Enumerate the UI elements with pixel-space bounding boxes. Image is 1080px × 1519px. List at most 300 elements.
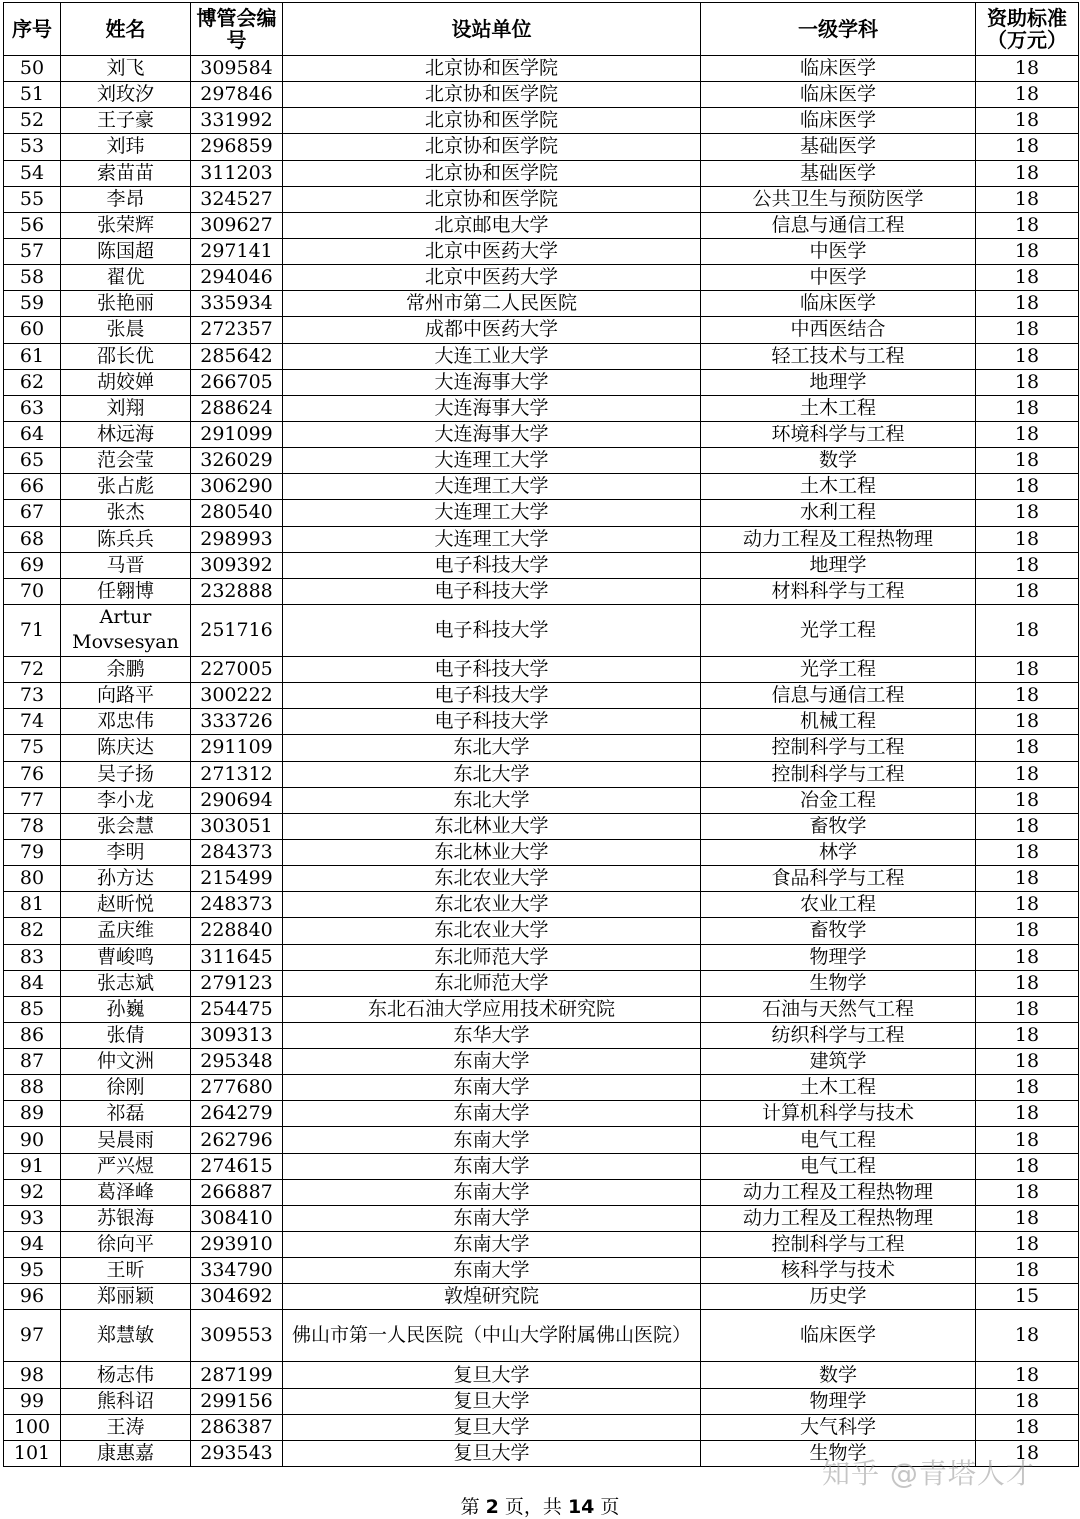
cell-index: 99 xyxy=(4,1388,61,1414)
cell-unit: 佛山市第一人民医院（中山大学附属佛山医院） xyxy=(283,1310,701,1362)
table-row xyxy=(4,369,1079,395)
cell-index: 62 xyxy=(4,369,61,395)
cell-index: 90 xyxy=(4,1127,61,1153)
table-row xyxy=(4,552,1079,578)
cell-unit: 东南大学 xyxy=(283,1049,701,1075)
table-row xyxy=(4,787,1079,813)
table-row xyxy=(4,1362,1079,1388)
cell-discipline: 核科学与技术 xyxy=(701,1258,976,1284)
cell-funding: 18 xyxy=(976,1310,1079,1362)
cell-name: 刘翔 xyxy=(61,395,191,421)
cell-unit: 大连理工大学 xyxy=(283,448,701,474)
cell-id: 279123 xyxy=(191,970,283,996)
cell-funding: 18 xyxy=(976,1075,1079,1101)
cell-funding: 18 xyxy=(976,56,1079,82)
cell-id: 297141 xyxy=(191,238,283,264)
cell-unit: 东南大学 xyxy=(283,1075,701,1101)
cell-funding: 18 xyxy=(976,1388,1079,1414)
cell-discipline: 土木工程 xyxy=(701,1075,976,1101)
cell-funding: 18 xyxy=(976,82,1079,108)
cell-name: 孙方达 xyxy=(61,866,191,892)
cell-id: 227005 xyxy=(191,656,283,682)
cell-index: 89 xyxy=(4,1101,61,1127)
table-row xyxy=(4,108,1079,134)
cell-id: 291099 xyxy=(191,421,283,447)
cell-funding: 18 xyxy=(976,1022,1079,1048)
cell-discipline: 环境科学与工程 xyxy=(701,421,976,447)
cell-discipline: 地理学 xyxy=(701,369,976,395)
cell-id: 293910 xyxy=(191,1232,283,1258)
cell-name: 张杰 xyxy=(61,500,191,526)
cell-name: 张倩 xyxy=(61,1022,191,1048)
cell-funding: 18 xyxy=(976,186,1079,212)
cell-index: 58 xyxy=(4,265,61,291)
cell-index: 57 xyxy=(4,238,61,264)
cell-discipline: 畜牧学 xyxy=(701,813,976,839)
cell-unit: 东北农业大学 xyxy=(283,892,701,918)
table-row xyxy=(4,82,1079,108)
cell-funding: 18 xyxy=(976,474,1079,500)
cell-funding: 18 xyxy=(976,500,1079,526)
cell-index: 51 xyxy=(4,82,61,108)
cell-id: 254475 xyxy=(191,996,283,1022)
cell-index: 95 xyxy=(4,1258,61,1284)
cell-name: 林远海 xyxy=(61,421,191,447)
cell-name: 康惠嘉 xyxy=(61,1440,191,1466)
cell-id: 309313 xyxy=(191,1022,283,1048)
cell-unit: 北京中医药大学 xyxy=(283,238,701,264)
cell-unit: 复旦大学 xyxy=(283,1440,701,1466)
cell-discipline: 石油与天然气工程 xyxy=(701,996,976,1022)
table-row xyxy=(4,578,1079,604)
cell-funding: 18 xyxy=(976,421,1079,447)
cell-funding: 18 xyxy=(976,134,1079,160)
cell-discipline: 水利工程 xyxy=(701,500,976,526)
cell-name: Artur Movsesyan xyxy=(61,604,191,656)
cell-unit: 东南大学 xyxy=(283,1127,701,1153)
cell-unit: 东北林业大学 xyxy=(283,813,701,839)
cell-id: 251716 xyxy=(191,604,283,656)
cell-funding: 18 xyxy=(976,1440,1079,1466)
header-row xyxy=(4,3,1079,56)
cell-index: 61 xyxy=(4,343,61,369)
cell-index: 101 xyxy=(4,1440,61,1466)
cell-discipline: 轻工技术与工程 xyxy=(701,343,976,369)
cell-discipline: 农业工程 xyxy=(701,892,976,918)
table-row xyxy=(4,970,1079,996)
table-row xyxy=(4,918,1079,944)
table-row xyxy=(4,656,1079,682)
cell-index: 55 xyxy=(4,186,61,212)
cell-index: 85 xyxy=(4,996,61,1022)
cell-unit: 电子科技大学 xyxy=(283,709,701,735)
cell-id: 324527 xyxy=(191,186,283,212)
cell-unit: 东北农业大学 xyxy=(283,918,701,944)
cell-index: 98 xyxy=(4,1362,61,1388)
cell-id: 331992 xyxy=(191,108,283,134)
cell-name: 陈庆达 xyxy=(61,735,191,761)
cell-id: 304692 xyxy=(191,1284,283,1310)
cell-name: 王涛 xyxy=(61,1414,191,1440)
cell-id: 228840 xyxy=(191,918,283,944)
table-row xyxy=(4,1258,1079,1284)
cell-discipline: 材料科学与工程 xyxy=(701,578,976,604)
cell-name: 马晋 xyxy=(61,552,191,578)
cell-discipline: 光学工程 xyxy=(701,656,976,682)
table-row xyxy=(4,839,1079,865)
cell-id: 266705 xyxy=(191,369,283,395)
cell-funding: 18 xyxy=(976,212,1079,238)
cell-discipline: 临床医学 xyxy=(701,1310,976,1362)
cell-index: 91 xyxy=(4,1153,61,1179)
cell-discipline: 大气科学 xyxy=(701,1414,976,1440)
table-row xyxy=(4,238,1079,264)
table-row xyxy=(4,709,1079,735)
table-row xyxy=(4,604,1079,656)
cell-index: 77 xyxy=(4,787,61,813)
cell-unit: 电子科技大学 xyxy=(283,683,701,709)
cell-name: 陈兵兵 xyxy=(61,526,191,552)
cell-discipline: 土木工程 xyxy=(701,395,976,421)
cell-funding: 18 xyxy=(976,1127,1079,1153)
cell-index: 94 xyxy=(4,1232,61,1258)
cell-unit: 大连理工大学 xyxy=(283,474,701,500)
table-row xyxy=(4,186,1079,212)
cell-index: 66 xyxy=(4,474,61,500)
cell-id: 232888 xyxy=(191,578,283,604)
cell-name: 邵长优 xyxy=(61,343,191,369)
cell-unit: 东北大学 xyxy=(283,787,701,813)
cell-discipline: 基础医学 xyxy=(701,160,976,186)
cell-discipline: 计算机科学与技术 xyxy=(701,1101,976,1127)
cell-index: 60 xyxy=(4,317,61,343)
cell-funding: 15 xyxy=(976,1284,1079,1310)
cell-funding: 18 xyxy=(976,395,1079,421)
cell-unit: 北京中医药大学 xyxy=(283,265,701,291)
table-body xyxy=(4,56,1079,1467)
cell-index: 53 xyxy=(4,134,61,160)
cell-name: 孙巍 xyxy=(61,996,191,1022)
cell-id: 287199 xyxy=(191,1362,283,1388)
cell-funding: 18 xyxy=(976,552,1079,578)
cell-unit: 东南大学 xyxy=(283,1101,701,1127)
cell-discipline: 冶金工程 xyxy=(701,787,976,813)
table-row xyxy=(4,1075,1079,1101)
cell-funding: 18 xyxy=(976,160,1079,186)
cell-unit: 北京邮电大学 xyxy=(283,212,701,238)
cell-unit: 北京协和医学院 xyxy=(283,82,701,108)
cell-funding: 18 xyxy=(976,265,1079,291)
cell-index: 56 xyxy=(4,212,61,238)
cell-name: 孟庆维 xyxy=(61,918,191,944)
cell-discipline: 公共卫生与预防医学 xyxy=(701,186,976,212)
table-row xyxy=(4,1153,1079,1179)
cell-name: 吴晨雨 xyxy=(61,1127,191,1153)
cell-discipline: 动力工程及工程热物理 xyxy=(701,1205,976,1231)
cell-discipline: 动力工程及工程热物理 xyxy=(701,1179,976,1205)
watermark: 知乎 @青塔人才 xyxy=(822,1457,1035,1490)
cell-funding: 18 xyxy=(976,996,1079,1022)
cell-funding: 18 xyxy=(976,683,1079,709)
cell-unit: 复旦大学 xyxy=(283,1414,701,1440)
cell-unit: 常州市第二人民医院 xyxy=(283,291,701,317)
cell-discipline: 畜牧学 xyxy=(701,918,976,944)
header-cell-index: 序号 xyxy=(4,3,61,56)
footer-prefix: 第 xyxy=(460,1496,486,1518)
cell-name: 张荣辉 xyxy=(61,212,191,238)
page-footer xyxy=(0,1492,1080,1519)
cell-id: 309392 xyxy=(191,552,283,578)
cell-unit: 大连海事大学 xyxy=(283,369,701,395)
cell-index: 96 xyxy=(4,1284,61,1310)
cell-id: 286387 xyxy=(191,1414,283,1440)
footer-total-pages: 14 xyxy=(567,1496,595,1518)
cell-id: 291109 xyxy=(191,735,283,761)
cell-index: 52 xyxy=(4,108,61,134)
cell-name: 张会慧 xyxy=(61,813,191,839)
cell-funding: 18 xyxy=(976,787,1079,813)
table-row xyxy=(4,683,1079,709)
cell-discipline: 机械工程 xyxy=(701,709,976,735)
cell-index: 78 xyxy=(4,813,61,839)
cell-discipline: 信息与通信工程 xyxy=(701,683,976,709)
table-row xyxy=(4,1022,1079,1048)
cell-funding: 18 xyxy=(976,918,1079,944)
table-row xyxy=(4,134,1079,160)
cell-name: 张占彪 xyxy=(61,474,191,500)
cell-funding: 18 xyxy=(976,317,1079,343)
cell-unit: 大连工业大学 xyxy=(283,343,701,369)
cell-funding: 18 xyxy=(976,1258,1079,1284)
cell-funding: 18 xyxy=(976,1153,1079,1179)
cell-id: 248373 xyxy=(191,892,283,918)
cell-unit: 电子科技大学 xyxy=(283,578,701,604)
cell-unit: 东北师范大学 xyxy=(283,970,701,996)
cell-funding: 18 xyxy=(976,709,1079,735)
cell-funding: 18 xyxy=(976,866,1079,892)
cell-id: 303051 xyxy=(191,813,283,839)
cell-id: 294046 xyxy=(191,265,283,291)
cell-unit: 电子科技大学 xyxy=(283,552,701,578)
footer-suffix: 页 xyxy=(594,1496,620,1518)
cell-id: 215499 xyxy=(191,866,283,892)
header-cell-name: 姓名 xyxy=(61,3,191,56)
cell-name: 李昂 xyxy=(61,186,191,212)
cell-unit: 东北大学 xyxy=(283,735,701,761)
table-row xyxy=(4,265,1079,291)
cell-name: 仲文洲 xyxy=(61,1049,191,1075)
cell-discipline: 电气工程 xyxy=(701,1153,976,1179)
table-row xyxy=(4,317,1079,343)
cell-id: 296859 xyxy=(191,134,283,160)
cell-discipline: 数学 xyxy=(701,1362,976,1388)
cell-index: 75 xyxy=(4,735,61,761)
cell-name: 胡姣婵 xyxy=(61,369,191,395)
cell-funding: 18 xyxy=(976,1362,1079,1388)
table-row xyxy=(4,421,1079,447)
cell-index: 76 xyxy=(4,761,61,787)
cell-id: 272357 xyxy=(191,317,283,343)
cell-funding: 18 xyxy=(976,892,1079,918)
table-row xyxy=(4,1101,1079,1127)
table-row xyxy=(4,813,1079,839)
cell-id: 311203 xyxy=(191,160,283,186)
cell-id: 288624 xyxy=(191,395,283,421)
cell-discipline: 中医学 xyxy=(701,238,976,264)
header-cell-discipline: 一级学科 xyxy=(701,3,976,56)
cell-discipline: 纺织科学与工程 xyxy=(701,1022,976,1048)
footer-middle: 页，共 xyxy=(498,1496,568,1518)
cell-id: 293543 xyxy=(191,1440,283,1466)
cell-index: 72 xyxy=(4,656,61,682)
cell-funding: 18 xyxy=(976,1049,1079,1075)
cell-index: 81 xyxy=(4,892,61,918)
cell-id: 309584 xyxy=(191,56,283,82)
cell-name: 刘玮 xyxy=(61,134,191,160)
cell-name: 苏银海 xyxy=(61,1205,191,1231)
cell-unit: 电子科技大学 xyxy=(283,656,701,682)
cell-index: 97 xyxy=(4,1310,61,1362)
cell-unit: 复旦大学 xyxy=(283,1362,701,1388)
cell-unit: 大连理工大学 xyxy=(283,500,701,526)
table-row xyxy=(4,526,1079,552)
cell-id: 284373 xyxy=(191,839,283,865)
cell-name: 郑丽颖 xyxy=(61,1284,191,1310)
table-row xyxy=(4,343,1079,369)
cell-funding: 18 xyxy=(976,656,1079,682)
cell-unit: 东北师范大学 xyxy=(283,944,701,970)
cell-discipline: 地理学 xyxy=(701,552,976,578)
table-row xyxy=(4,996,1079,1022)
table-row xyxy=(4,56,1079,82)
cell-funding: 18 xyxy=(976,1414,1079,1440)
cell-id: 309627 xyxy=(191,212,283,238)
cell-name: 徐向平 xyxy=(61,1232,191,1258)
cell-id: 308410 xyxy=(191,1205,283,1231)
cell-id: 326029 xyxy=(191,448,283,474)
cell-discipline: 动力工程及工程热物理 xyxy=(701,526,976,552)
cell-unit: 东南大学 xyxy=(283,1232,701,1258)
table-row xyxy=(4,160,1079,186)
cell-unit: 东南大学 xyxy=(283,1179,701,1205)
cell-id: 277680 xyxy=(191,1075,283,1101)
cell-name: 严兴煜 xyxy=(61,1153,191,1179)
table-row xyxy=(4,1232,1079,1258)
cell-funding: 18 xyxy=(976,1232,1079,1258)
footer-page-number: 2 xyxy=(485,1496,499,1518)
cell-id: 334790 xyxy=(191,1258,283,1284)
cell-discipline: 临床医学 xyxy=(701,56,976,82)
cell-discipline: 物理学 xyxy=(701,1388,976,1414)
cell-discipline: 物理学 xyxy=(701,944,976,970)
cell-name: 曹峻鸣 xyxy=(61,944,191,970)
table-row xyxy=(4,1049,1079,1075)
cell-id: 262796 xyxy=(191,1127,283,1153)
cell-name: 王子豪 xyxy=(61,108,191,134)
cell-id: 285642 xyxy=(191,343,283,369)
cell-name: 余鹏 xyxy=(61,656,191,682)
table-row xyxy=(4,474,1079,500)
cell-funding: 18 xyxy=(976,1205,1079,1231)
cell-unit: 东南大学 xyxy=(283,1258,701,1284)
table-row xyxy=(4,1127,1079,1153)
cell-id: 266887 xyxy=(191,1179,283,1205)
cell-discipline: 生物学 xyxy=(701,970,976,996)
cell-id: 297846 xyxy=(191,82,283,108)
cell-index: 92 xyxy=(4,1179,61,1205)
cell-funding: 18 xyxy=(976,761,1079,787)
cell-discipline: 土木工程 xyxy=(701,474,976,500)
cell-funding: 18 xyxy=(976,735,1079,761)
cell-funding: 18 xyxy=(976,839,1079,865)
cell-funding: 18 xyxy=(976,343,1079,369)
cell-index: 69 xyxy=(4,552,61,578)
cell-index: 54 xyxy=(4,160,61,186)
cell-name: 翟优 xyxy=(61,265,191,291)
cell-unit: 北京协和医学院 xyxy=(283,186,701,212)
cell-id: 264279 xyxy=(191,1101,283,1127)
cell-unit: 东北大学 xyxy=(283,761,701,787)
table-row xyxy=(4,866,1079,892)
table-row xyxy=(4,1179,1079,1205)
cell-id: 295348 xyxy=(191,1049,283,1075)
cell-name: 范会莹 xyxy=(61,448,191,474)
cell-unit: 东北林业大学 xyxy=(283,839,701,865)
cell-funding: 18 xyxy=(976,108,1079,134)
cell-unit: 北京协和医学院 xyxy=(283,108,701,134)
cell-funding: 18 xyxy=(976,970,1079,996)
cell-name: 祁磊 xyxy=(61,1101,191,1127)
table-row xyxy=(4,944,1079,970)
table-row xyxy=(4,1388,1079,1414)
cell-name: 张艳丽 xyxy=(61,291,191,317)
cell-name: 吴子扬 xyxy=(61,761,191,787)
cell-discipline: 食品科学与工程 xyxy=(701,866,976,892)
cell-index: 82 xyxy=(4,918,61,944)
table-row xyxy=(4,291,1079,317)
cell-name: 刘飞 xyxy=(61,56,191,82)
cell-discipline: 临床医学 xyxy=(701,82,976,108)
cell-index: 86 xyxy=(4,1022,61,1048)
cell-unit: 北京协和医学院 xyxy=(283,134,701,160)
cell-index: 74 xyxy=(4,709,61,735)
cell-unit: 东北农业大学 xyxy=(283,866,701,892)
cell-discipline: 历史学 xyxy=(701,1284,976,1310)
cell-name: 张志斌 xyxy=(61,970,191,996)
cell-name: 邓忠伟 xyxy=(61,709,191,735)
cell-name: 刘玫汐 xyxy=(61,82,191,108)
cell-name: 郑慧敏 xyxy=(61,1310,191,1362)
cell-id: 300222 xyxy=(191,683,283,709)
cell-index: 50 xyxy=(4,56,61,82)
cell-name: 张晨 xyxy=(61,317,191,343)
cell-funding: 18 xyxy=(976,944,1079,970)
cell-discipline: 生物学 xyxy=(701,1440,976,1466)
cell-index: 88 xyxy=(4,1075,61,1101)
cell-index: 73 xyxy=(4,683,61,709)
cell-unit: 北京协和医学院 xyxy=(283,160,701,186)
cell-unit: 东南大学 xyxy=(283,1205,701,1231)
cell-discipline: 光学工程 xyxy=(701,604,976,656)
cell-name: 葛泽峰 xyxy=(61,1179,191,1205)
cell-index: 93 xyxy=(4,1205,61,1231)
cell-discipline: 建筑学 xyxy=(701,1049,976,1075)
cell-unit: 北京协和医学院 xyxy=(283,56,701,82)
cell-id: 306290 xyxy=(191,474,283,500)
cell-index: 83 xyxy=(4,944,61,970)
header-cell-id: 博管会编号 xyxy=(191,3,283,56)
cell-id: 311645 xyxy=(191,944,283,970)
